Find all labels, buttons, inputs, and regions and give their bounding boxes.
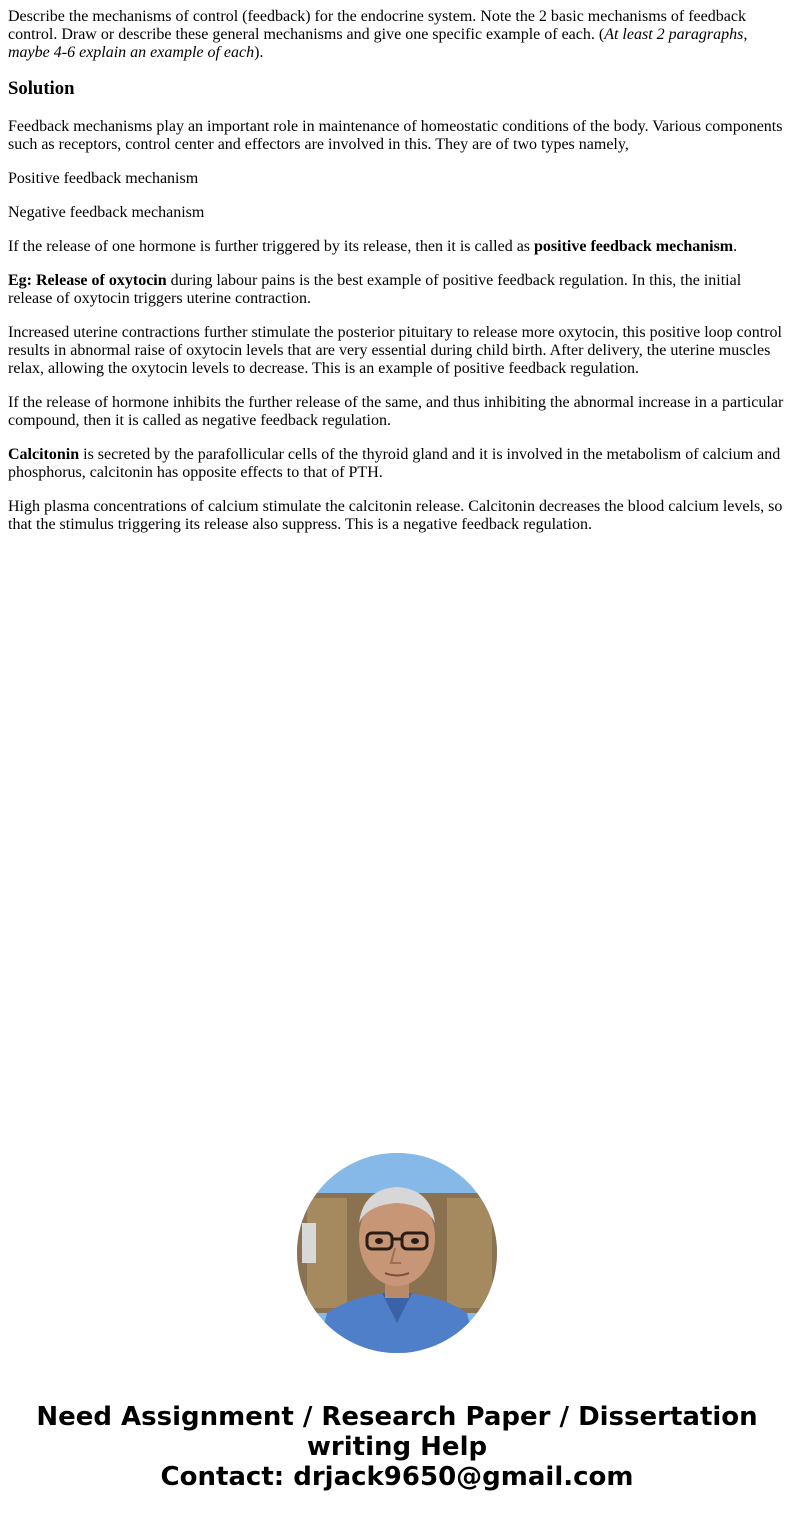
solution-paragraph-6: Increased uterine contractions further stimulate the posterior pituitary to release more oxytocin, this positive loop control results in abnormal raise of oxytocin levels that are very essential during child birth. After delivery, the uterine muscles relax, allowing the oxytocin levels to decrease. This is an example of positive feedback regulation. <box>8 324 782 377</box>
footer-contact: Contact: drjack9650@gmail.com <box>160 1462 634 1492</box>
solution-paragraph-4 <box>8 238 786 256</box>
solution-paragraph-9: High plasma concentrations of calcium stimulate the calcitonin release. Calcitonin decreases the blood calcium levels, so that the stimulus triggering its release also suppress. This is a negative feedback regulation. <box>8 498 783 533</box>
p4-bold: positive feedback mechanism <box>534 238 734 255</box>
p8-text: is secreted by the parafollicular cells of the thyroid gland and it is involved in the metabolism of calcium and phosphorus, calcitonin has opposite effects to that of PTH. <box>8 446 781 481</box>
solution-heading: Solution <box>8 78 75 99</box>
solution-paragraph-8 <box>8 446 786 482</box>
p8-bold: Calcitonin <box>8 446 80 463</box>
document-body <box>8 8 786 550</box>
avatar-portrait <box>297 1153 497 1353</box>
positive-feedback-item: Positive feedback mechanism <box>8 170 199 187</box>
p4-text: If the release of one hormone is further triggered by its release, then it is called as <box>8 238 535 255</box>
footer-line-2: writing Help <box>306 1432 488 1462</box>
footer-line-1: Need Assignment / Research Paper / Dissertation <box>36 1402 758 1432</box>
footer-banner <box>0 1402 794 1492</box>
solution-paragraph-7: If the release of hormone inhibits the further release of the same, and thus inhibiting the abnormal increase in a particular compound, then it is called as negative feedback regulation. <box>8 394 784 429</box>
solution-paragraph-1: Feedback mechanisms play an important role in maintenance of homeostatic conditions of the body. Various components such as receptors, control center and effectors are involved in this. They are of two types namely, <box>8 118 783 153</box>
negative-feedback-item: Negative feedback mechanism <box>8 204 205 221</box>
question-paragraph <box>8 8 786 62</box>
question-text: Describe the mechanisms of control (feedback) for the endocrine system. Note the 2 basic mechanisms of feedback control. Draw or describe these general mechanisms and give one specific example of each. ( <box>8 8 746 43</box>
solution-paragraph-5 <box>8 272 786 308</box>
p5-text: during labour pains is the best example of positive feedback regulation. In this, the initial release of oxytocin triggers uterine contraction. <box>8 272 742 307</box>
avatar <box>297 1153 497 1353</box>
p5-bold: Eg: Release of oxytocin <box>8 272 167 289</box>
question-end: ). <box>254 44 264 61</box>
p4-end: . <box>733 238 738 255</box>
question-italic: At least 2 paragraphs, maybe 4-6 explain an example of each <box>8 26 748 61</box>
